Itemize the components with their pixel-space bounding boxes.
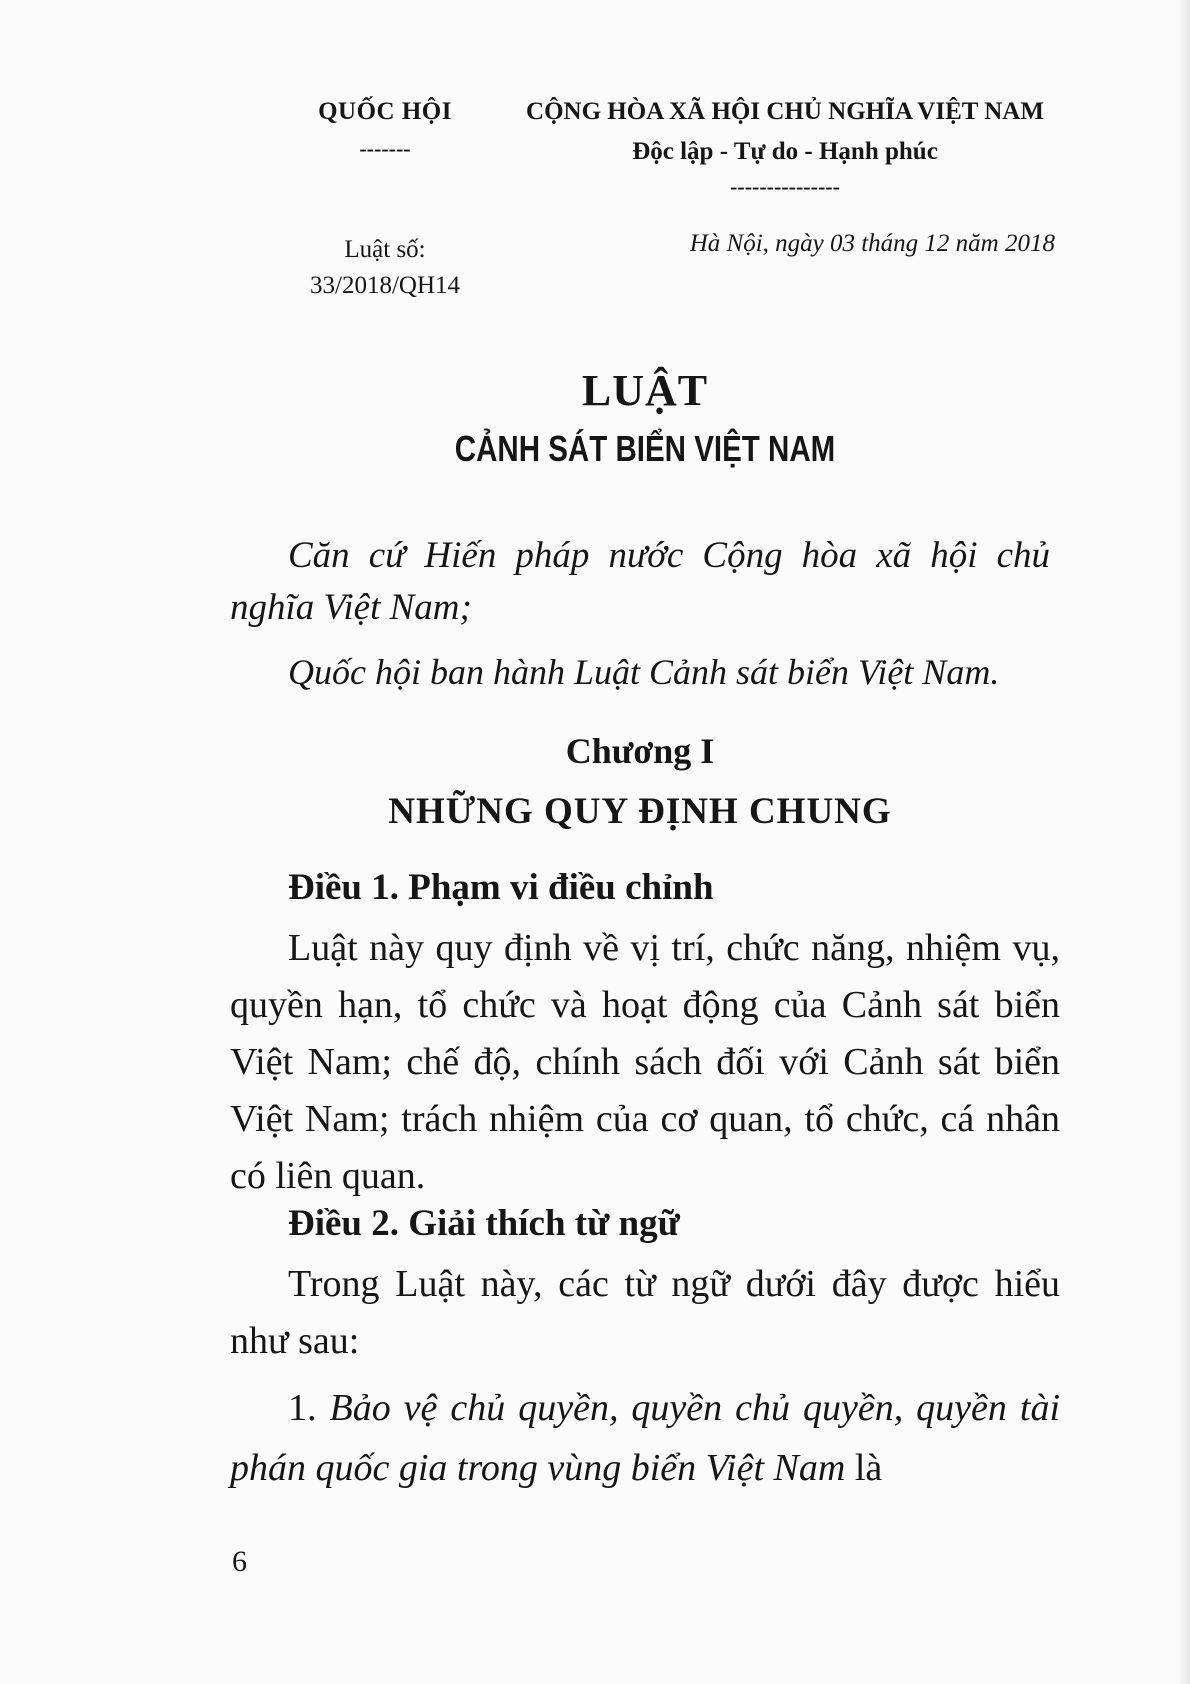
document-name: CẢNH SÁT BIỂN VIỆT NAM [454,428,836,469]
preamble-enactment: Quốc hội ban hành Luật Cảnh sát biển Việt Nam. [288,652,1000,692]
page-edge-shadow [1180,0,1190,1684]
issuer-rule: ------- [359,136,411,161]
preamble-basis: Căn cứ Hiến pháp nước Cộng hòa xã hội chủ nghĩa Việt Nam; [230,535,1050,628]
definition-1-number: 1. [288,1387,317,1429]
law-number: 33/2018/QH14 [310,272,460,299]
place-date: Hà Nội, ngày 03 tháng 12 năm 2018 [689,230,1055,257]
document-type: LUẬT [581,366,709,415]
article-2-title: Điều 2. Giải thích từ ngữ [288,1203,680,1244]
law-number-block [270,232,500,304]
law-number-label: Luật số: [344,236,426,263]
chapter-title: NHỮNG QUY ĐỊNH CHUNG [388,791,892,832]
article-1-body: Luật này quy định về vị trí, chức năng, nhiệm vụ, quyền hạn, tổ chức và hoạt động của Cảnh sát biển Việt Nam; chế độ, chính sách đối với Cảnh sát biển Việt Nam; trách nhiệm của cơ quan, tổ chức, cá nhân có liên quan. [230,927,1060,1197]
motto-rule: --------------- [730,174,840,199]
article-1-title: Điều 1. Phạm vi điều chỉnh [288,867,714,908]
national-title: CỘNG HÒA XÃ HỘI CHỦ NGHĨA VIỆT NAM [526,98,1044,125]
page-number: 6 [232,1545,247,1578]
definition-1-term: Bảo vệ chủ quyền, quyền chủ quyền, quyền tài phán quốc gia trong vùng biển Việt Nam [230,1387,1060,1489]
definition-1-continuation: là [854,1447,883,1489]
issuer-name: QUỐC HỘI [318,98,452,125]
article-2-body: Trong Luật này, các từ ngữ dưới đây được hiểu như sau: [230,1263,1060,1362]
definition-1 [230,1378,1060,1498]
chapter-number: Chương I [565,731,715,771]
national-motto: Độc lập - Tự do - Hạnh phúc [632,138,938,165]
